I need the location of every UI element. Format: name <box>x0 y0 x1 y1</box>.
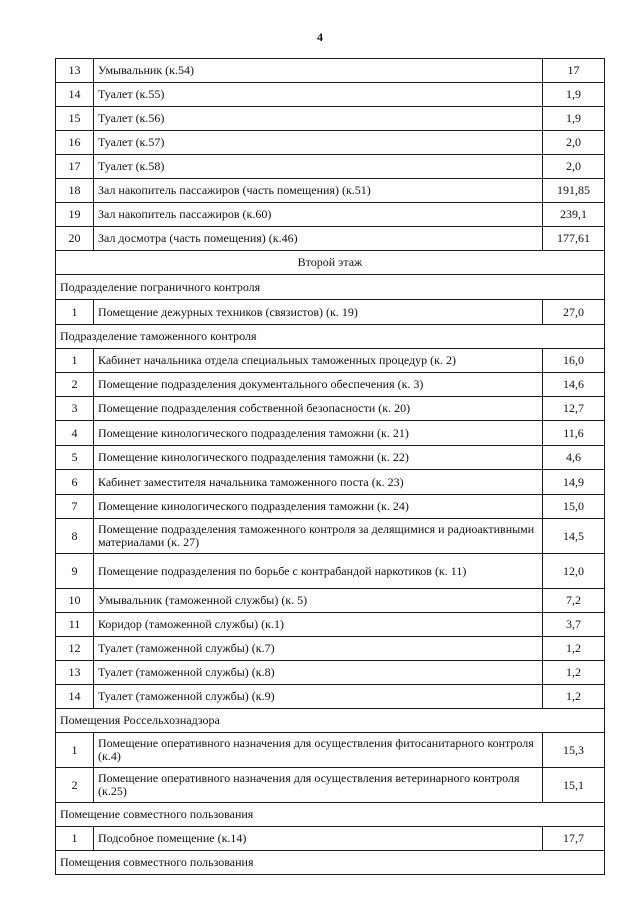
row-number: 2 <box>56 768 94 803</box>
room-name: Зал досмотра (часть помещения) (к.46) <box>94 227 543 251</box>
table-row <box>56 300 605 325</box>
room-name: Помещение кинологического подразделения таможни (к. 21) <box>94 421 543 446</box>
row-number: 20 <box>56 227 94 251</box>
row-number: 6 <box>56 470 94 495</box>
room-area: 239,1 <box>543 203 605 227</box>
room-area: 17,7 <box>543 827 605 851</box>
row-number: 14 <box>56 685 94 709</box>
room-name: Туалет (таможенной службы) (к.7) <box>94 637 543 661</box>
row-number: 13 <box>56 59 94 83</box>
table-row <box>56 83 605 107</box>
table-row <box>56 373 605 397</box>
room-name: Помещение кинологического подразделения таможни (к. 22) <box>94 446 543 470</box>
section-row <box>56 709 605 733</box>
room-area: 1,2 <box>543 661 605 685</box>
room-area: 1,9 <box>543 83 605 107</box>
room-name: Туалет (таможенной службы) (к.8) <box>94 661 543 685</box>
row-number: 5 <box>56 446 94 470</box>
section-shared: Помещение совместного пользования <box>56 803 605 827</box>
row-number: 8 <box>56 519 94 554</box>
table-row <box>56 397 605 421</box>
row-number: 13 <box>56 661 94 685</box>
table-row <box>56 59 605 83</box>
table-row <box>56 554 605 589</box>
row-number: 7 <box>56 495 94 519</box>
row-number: 3 <box>56 397 94 421</box>
room-name: Туалет (к.56) <box>94 107 543 131</box>
room-name: Туалет (к.58) <box>94 155 543 179</box>
room-area: 15,0 <box>543 495 605 519</box>
room-area: 14,6 <box>543 373 605 397</box>
row-number: 14 <box>56 83 94 107</box>
room-name: Туалет (к.57) <box>94 131 543 155</box>
room-area: 11,6 <box>543 421 605 446</box>
table-row <box>56 470 605 495</box>
room-area: 15,3 <box>543 733 605 768</box>
table-row <box>56 589 605 613</box>
room-area: 7,2 <box>543 589 605 613</box>
table-row <box>56 446 605 470</box>
section-row <box>56 325 605 349</box>
room-area: 1,2 <box>543 685 605 709</box>
floor-heading-row <box>56 251 605 275</box>
room-name: Помещение подразделения по борьбе с контрабандой наркотиков (к. 11) <box>94 554 543 589</box>
row-number: 1 <box>56 827 94 851</box>
section-row <box>56 803 605 827</box>
room-area: 14,5 <box>543 519 605 554</box>
section-rosselkhoznadzor: Помещения Россельхознадзора <box>56 709 605 733</box>
room-name: Коридор (таможенной службы) (к.1) <box>94 613 543 637</box>
row-number: 18 <box>56 179 94 203</box>
room-name: Кабинет заместителя начальника таможенного поста (к. 23) <box>94 470 543 495</box>
room-area: 12,0 <box>543 554 605 589</box>
table-row <box>56 203 605 227</box>
rooms-table <box>55 58 605 875</box>
row-number: 17 <box>56 155 94 179</box>
room-area: 17 <box>543 59 605 83</box>
table-row <box>56 661 605 685</box>
floor-heading: Второй этаж <box>56 251 605 275</box>
table-row <box>56 733 605 768</box>
table-row <box>56 349 605 373</box>
room-name: Помещение подразделения собственной безопасности (к. 20) <box>94 397 543 421</box>
section-row <box>56 851 605 875</box>
row-number: 12 <box>56 637 94 661</box>
room-name: Помещение кинологического подразделения таможни (к. 24) <box>94 495 543 519</box>
room-area: 14,9 <box>543 470 605 495</box>
table-row <box>56 227 605 251</box>
row-number: 9 <box>56 554 94 589</box>
room-name: Умывальник (к.54) <box>94 59 543 83</box>
row-number: 2 <box>56 373 94 397</box>
room-area: 27,0 <box>543 300 605 325</box>
table-row <box>56 685 605 709</box>
table-row <box>56 155 605 179</box>
room-name: Кабинет начальника отдела специальных таможенных процедур (к. 2) <box>94 349 543 373</box>
table-row <box>56 613 605 637</box>
room-area: 16,0 <box>543 349 605 373</box>
row-number: 10 <box>56 589 94 613</box>
room-area: 3,7 <box>543 613 605 637</box>
page-number: 4 <box>317 30 323 44</box>
row-number: 15 <box>56 107 94 131</box>
section-customs: Подразделение таможенного контроля <box>56 325 605 349</box>
table-row <box>56 131 605 155</box>
table-row <box>56 827 605 851</box>
room-area: 1,2 <box>543 637 605 661</box>
row-number: 1 <box>56 733 94 768</box>
section-shared-2: Помещения совместного пользования <box>56 851 605 875</box>
room-name: Помещение подразделения таможенного контроля за делящимися и радиоактивными материалами (к. 27) <box>94 519 543 554</box>
table-row <box>56 107 605 131</box>
room-name: Помещение дежурных техников (связистов) (к. 19) <box>94 300 543 325</box>
room-name: Подсобное помещение (к.14) <box>94 827 543 851</box>
room-name: Помещение оперативного назначения для осуществления ветеринарного контроля (к.25) <box>94 768 543 803</box>
row-number: 19 <box>56 203 94 227</box>
table-row <box>56 495 605 519</box>
room-area: 2,0 <box>543 131 605 155</box>
row-number: 1 <box>56 349 94 373</box>
row-number: 4 <box>56 421 94 446</box>
section-row <box>56 275 605 300</box>
room-name: Помещение подразделения документального обеспечения (к. 3) <box>94 373 543 397</box>
room-name: Зал накопитель пассажиров (к.60) <box>94 203 543 227</box>
room-name: Туалет (к.55) <box>94 83 543 107</box>
table-row <box>56 421 605 446</box>
room-name: Зал накопитель пассажиров (часть помещения) (к.51) <box>94 179 543 203</box>
section-border-control: Подразделение пограничного контроля <box>56 275 605 300</box>
row-number: 11 <box>56 613 94 637</box>
room-area: 4,6 <box>543 446 605 470</box>
room-name: Помещение оперативного назначения для осуществления фитосанитарного контроля (к.4) <box>94 733 543 768</box>
row-number: 16 <box>56 131 94 155</box>
table-row <box>56 768 605 803</box>
room-area: 15,1 <box>543 768 605 803</box>
room-name: Туалет (таможенной службы) (к.9) <box>94 685 543 709</box>
room-name: Умывальник (таможенной службы) (к. 5) <box>94 589 543 613</box>
room-area: 1,9 <box>543 107 605 131</box>
row-number: 1 <box>56 300 94 325</box>
table-row <box>56 519 605 554</box>
room-area: 177,61 <box>543 227 605 251</box>
table-row <box>56 637 605 661</box>
room-area: 191,85 <box>543 179 605 203</box>
room-area: 2,0 <box>543 155 605 179</box>
room-area: 12,7 <box>543 397 605 421</box>
table-row <box>56 179 605 203</box>
